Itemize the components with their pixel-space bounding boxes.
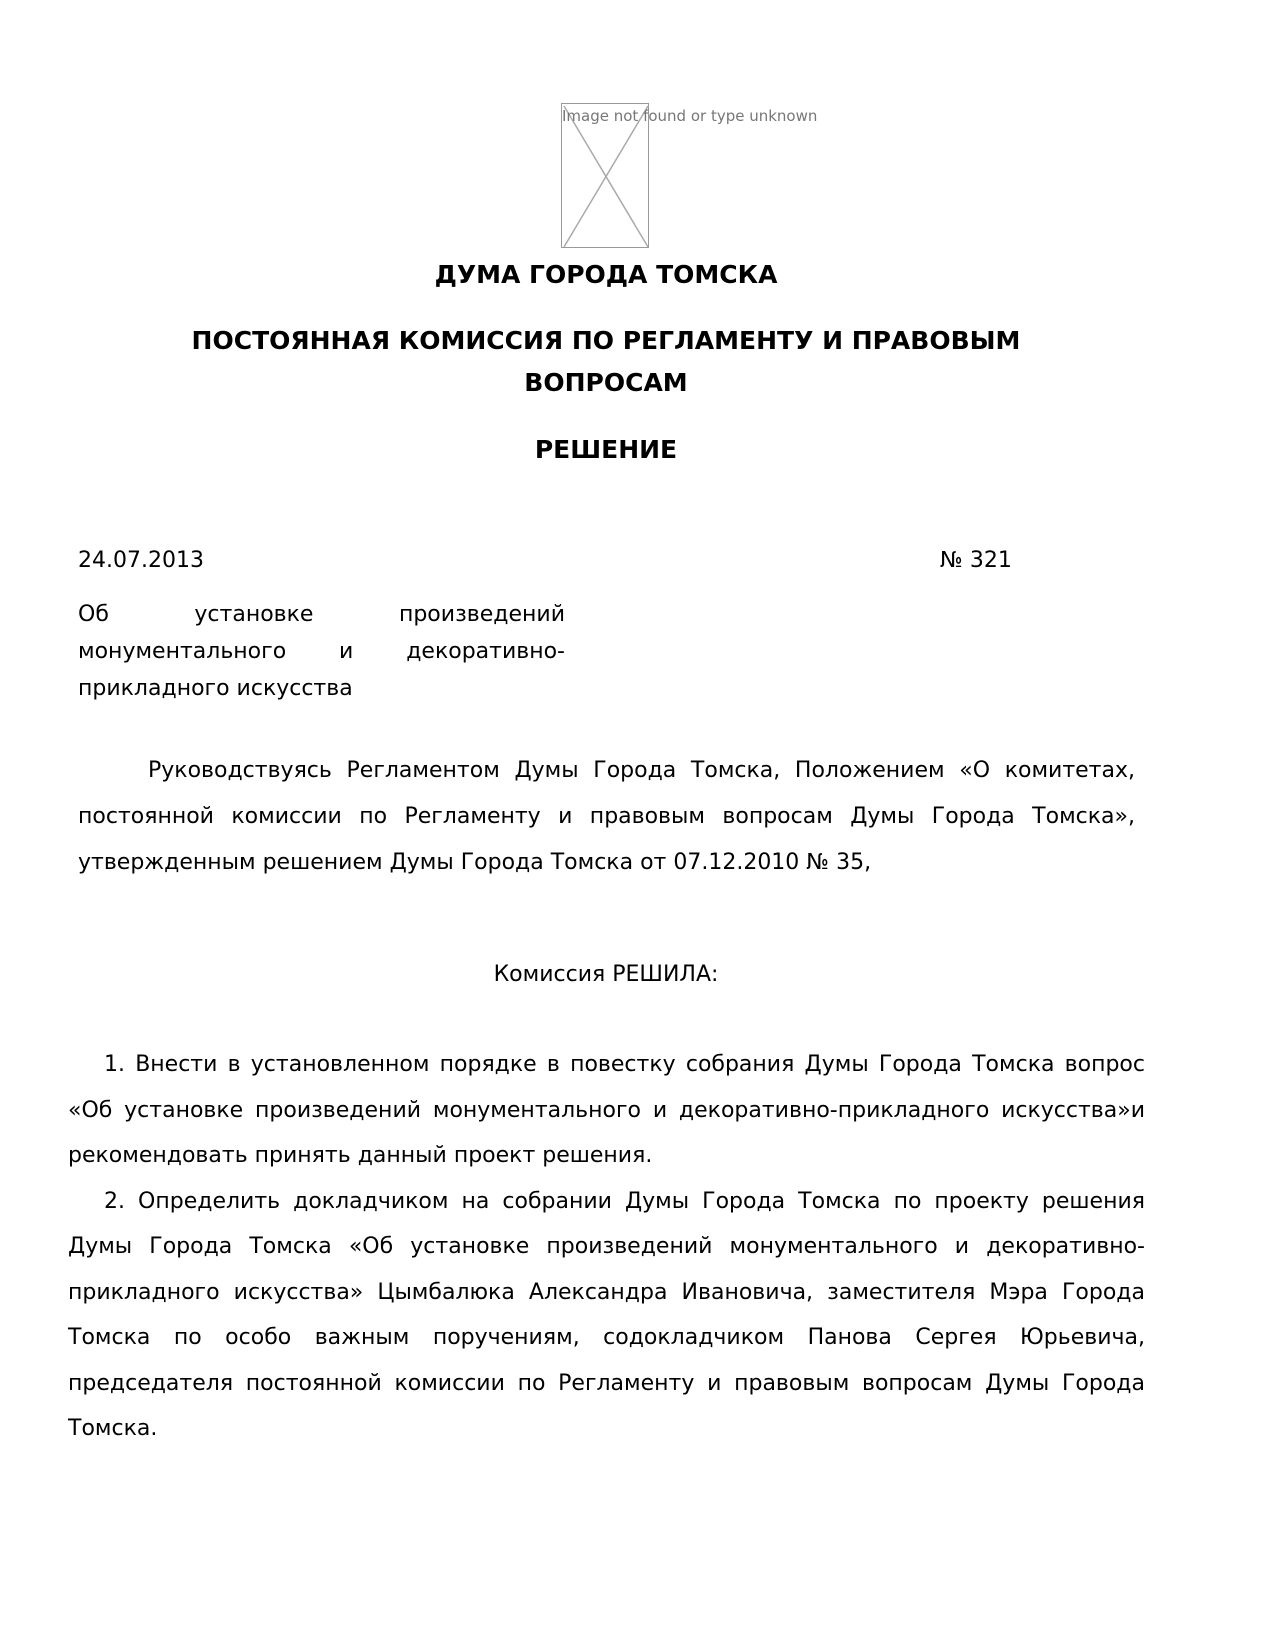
resolution-heading: Комиссия РЕШИЛА: bbox=[493, 962, 719, 987]
preamble: Руководствуясь Регламентом Думы Города Томска, Положением «О комитетах, постоянной комиссии по Регламенту и правовым вопросам Думы Города Томска», утвержденным решением Думы Города Томска от 07.12.2010 № 35, bbox=[78, 758, 1135, 875]
item-text: Определить докладчиком на собрании Думы Города Томска по проекту решения Думы Города Томска «Об установке произведений монументального и декоративно-прикладного искусства» Цымбалюка Александра Ивановича, заместителя Мэра Города Томска по особо важным поручениям, содокладчиком Панова Сергея Юрьевича, председателя постоянной комиссии по Регламенту и правовым вопросам Думы Города Томска. bbox=[68, 1188, 1145, 1441]
image-alt-text: Image not found or type unknown bbox=[562, 107, 818, 125]
item-text: Внести в установленном порядке в повестку собрания Думы Города Томска вопрос «Об установке произведений монументального и декоративно-прикладного искусства»и рекомендовать принять данный проект решения. bbox=[68, 1052, 1145, 1168]
resolution-item bbox=[68, 1179, 1145, 1452]
item-number: 1. bbox=[104, 1052, 125, 1077]
document-subject: Об установке произведений монументального и декоративно-прикладного искусства bbox=[78, 602, 565, 701]
resolution-item bbox=[68, 1042, 1145, 1179]
broken-image-icon bbox=[562, 104, 650, 249]
document-type: РЕШЕНИЕ bbox=[534, 435, 678, 464]
document-number: № 321 bbox=[940, 548, 1012, 573]
commission-title-line2: ВОПРОСАМ bbox=[524, 368, 688, 397]
item-number: 2. bbox=[104, 1188, 125, 1214]
org-title: ДУМА ГОРОДА ТОМСКА bbox=[434, 260, 778, 289]
document-date: 24.07.2013 bbox=[78, 548, 204, 573]
commission-title-line1: ПОСТОЯННАЯ КОМИССИЯ ПО РЕГЛАМЕНТУ И ПРАВОВЫМ bbox=[191, 326, 1021, 355]
resolution-items bbox=[68, 1042, 1145, 1452]
